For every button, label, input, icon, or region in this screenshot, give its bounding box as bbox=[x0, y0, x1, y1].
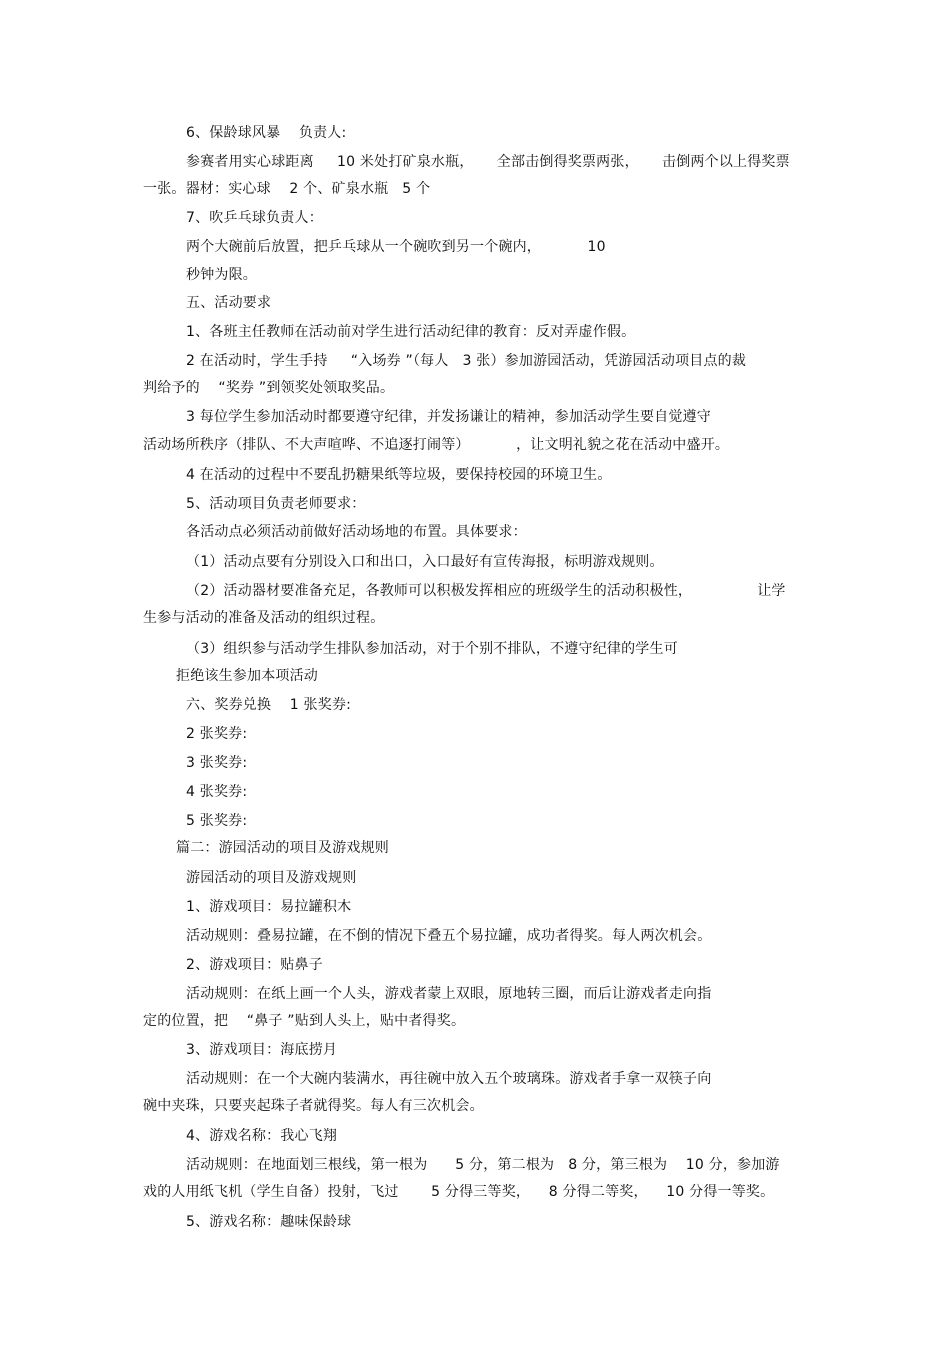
text-line: （1）活动点要有分别设入口和出口，入口最好有宣传海报，标明游戏规则。 bbox=[186, 554, 664, 570]
text-line: 一张。器材：实心球 2 个、矿泉水瓶 5 个 bbox=[143, 181, 431, 197]
text-line: 4、游戏名称：我心飞翔 bbox=[186, 1128, 338, 1144]
text-line: 生参与活动的准备及活动的组织过程。 bbox=[143, 610, 385, 626]
text-line: 活动规则：叠易拉罐，在不倒的情况下叠五个易拉罐，成功者得奖。每人两次机会。 bbox=[186, 928, 712, 944]
section-heading: 六、奖券兑换 1 张奖券: bbox=[186, 697, 352, 713]
text-line: 活动规则：在一个大碗内装满水，再往碗中放入五个玻璃珠。游戏者手拿一双筷子向 bbox=[186, 1071, 712, 1087]
text-line: 碗中夹珠，只要夹起珠子者就得奖。每人有三次机会。 bbox=[143, 1098, 484, 1114]
text-line: 戏的人用纸飞机（学生自备）投射，飞过 5 分得三等奖， 8 分得二等奖， 10 分得一等奖。 bbox=[143, 1184, 775, 1200]
text-line: 活动规则：在纸上画一个人头，游戏者蒙上双眼，原地转三圈，而后让游戏者走向指 bbox=[186, 986, 712, 1002]
text-line: 参赛者用实心球距离 10 米处打矿泉水瓶， 全部击倒得奖票两张， 击倒两个以上得奖票 bbox=[186, 154, 790, 170]
text-line: 各活动点必须活动前做好活动场地的布置。具体要求： bbox=[186, 524, 527, 540]
text-line: 活动场所秩序（排队、不大声喧哗、不追逐打闹等） ，让文明礼貌之花在活动中盛开。 bbox=[143, 437, 730, 453]
text-line: 3 每位学生参加活动时都要遵守纪律，并发扬谦让的精神，参加活动学生要自觉遵守 bbox=[186, 409, 711, 425]
text-line: 活动规则：在地面划三根线，第一根为 5 分，第二根为 8 分，第三根为 10 分，参加游 bbox=[186, 1157, 780, 1173]
text-line: 1、各班主任教师在活动前对学生进行活动纪律的教育：反对弄虚作假。 bbox=[186, 324, 636, 340]
text-line: 秒钟为限。 bbox=[186, 267, 257, 283]
text-line: 3、游戏项目：海底捞月 bbox=[186, 1042, 338, 1058]
section-heading: 五、活动要求 bbox=[186, 295, 272, 311]
text-line: 2、游戏项目：贴鼻子 bbox=[186, 957, 323, 973]
text-line: 4 在活动的过程中不要乱扔糖果纸等垃圾，要保持校园的环境卫生。 bbox=[186, 467, 612, 483]
text-line: 判给予的 “奖券 ”到领奖处领取奖品。 bbox=[143, 380, 395, 396]
text-line: 5、活动项目负责老师要求： bbox=[186, 496, 366, 512]
text-line: 拒绝该生参加本项活动 bbox=[176, 668, 318, 684]
text-line: 1、游戏项目：易拉罐积木 bbox=[186, 899, 352, 915]
text-line: 两个大碗前后放置，把乒乓球从一个碗吹到另一个碗内， 10 bbox=[186, 239, 606, 255]
text-line: 游园活动的项目及游戏规则 bbox=[186, 870, 357, 886]
text-line: 7、吹乒乓球负责人： bbox=[186, 210, 323, 226]
text-line: 2 张奖券: bbox=[186, 726, 248, 742]
text-line: 2 在活动时，学生手持 “入场券 ”（每人 3 张）参加游园活动，凭游园活动项目点的裁 bbox=[186, 353, 747, 369]
text-line: 5、游戏名称：趣味保龄球 bbox=[186, 1214, 352, 1230]
text-line: 定的位置，把 “鼻子 ”贴到人头上，贴中者得奖。 bbox=[143, 1013, 466, 1029]
text-line: 5 张奖券: bbox=[186, 813, 248, 829]
text-line: 3 张奖券: bbox=[186, 755, 248, 771]
text-line: 4 张奖券: bbox=[186, 784, 248, 800]
text-line: （2）活动器材要准备充足，各教师可以积极发挥相应的班级学生的活动积极性， 让学 bbox=[186, 583, 786, 599]
text-line: （3）组织参与活动学生排队参加活动，对于个别不排队，不遵守纪律的学生可 bbox=[186, 641, 678, 657]
text-line: 6、保龄球风暴 负责人: bbox=[186, 125, 347, 141]
section-heading: 篇二：游园活动的项目及游戏规则 bbox=[176, 840, 389, 856]
